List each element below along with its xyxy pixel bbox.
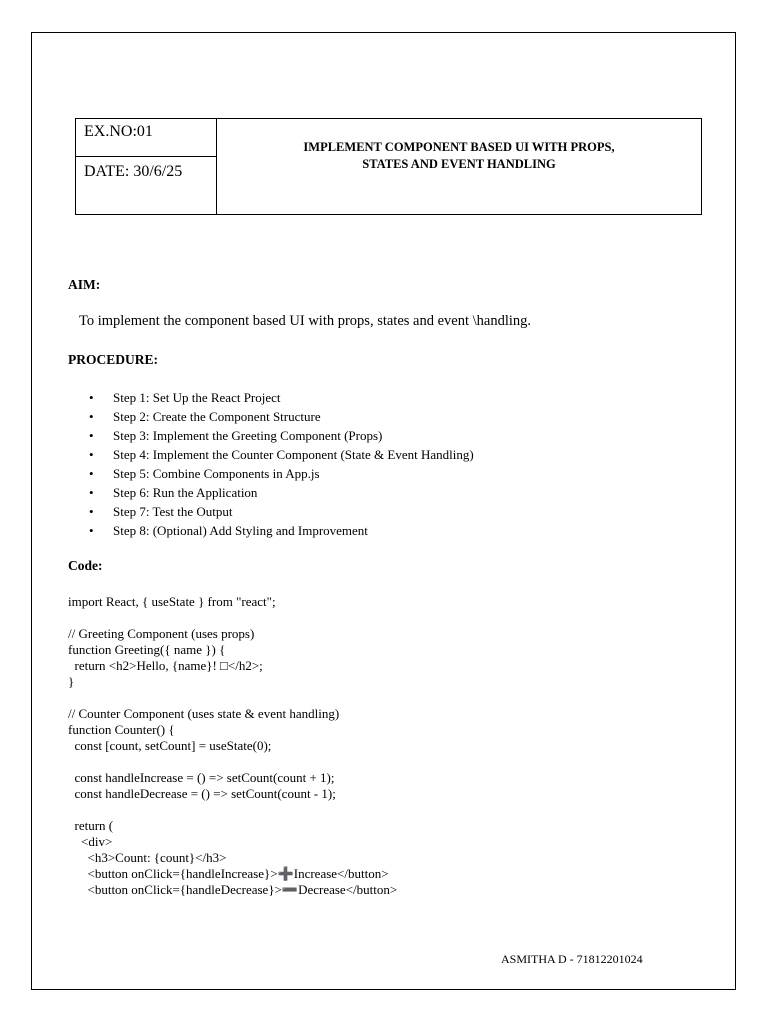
bullet-icon: • <box>89 504 94 519</box>
bullet-icon: • <box>89 466 94 481</box>
step-text: Step 6: Run the Application <box>113 485 258 500</box>
procedure-steps-list <box>68 388 474 540</box>
list-item <box>68 445 474 464</box>
code-line: // Greeting Component (uses props) <box>68 626 255 641</box>
code-line: <h3>Count: {count}</h3> <box>68 850 227 865</box>
aim-heading: AIM: <box>68 277 101 292</box>
list-item <box>68 521 474 540</box>
list-item <box>68 502 474 521</box>
step-text: Step 1: Set Up the React Project <box>113 390 281 405</box>
title-line-2: STATES AND EVENT HANDLING <box>362 157 556 171</box>
step-text: Step 8: (Optional) Add Styling and Improvement <box>113 523 368 538</box>
bullet-icon: • <box>89 428 94 443</box>
exercise-title <box>217 119 701 214</box>
bullet-icon: • <box>89 409 94 424</box>
step-text: Step 2: Create the Component Structure <box>113 409 321 424</box>
code-line: const handleIncrease = () => setCount(count + 1); <box>68 770 335 785</box>
list-item <box>68 407 474 426</box>
code-line: <div> <box>68 834 113 849</box>
code-line: return ( <box>68 818 114 833</box>
list-item <box>68 464 474 483</box>
list-item <box>68 483 474 502</box>
bullet-icon: • <box>89 390 94 405</box>
exercise-number: EX.NO:01 <box>76 119 216 157</box>
bullet-icon: • <box>89 523 94 538</box>
code-line: return <h2>Hello, {name}! □</h2>; <box>68 658 263 673</box>
code-line <box>68 610 397 626</box>
code-line: const [count, setCount] = useState(0); <box>68 738 272 753</box>
code-line <box>68 690 397 706</box>
procedure-heading: PROCEDURE: <box>68 352 158 367</box>
header-left-column <box>76 119 217 214</box>
code-line: import React, { useState } from "react"; <box>68 594 276 609</box>
code-line <box>68 754 397 770</box>
list-item <box>68 388 474 407</box>
code-line: <button onClick={handleDecrease}>➖Decrease</button> <box>68 882 398 897</box>
bullet-icon: • <box>89 447 94 462</box>
exercise-date: DATE: 30/6/25 <box>84 163 183 180</box>
step-text: Step 4: Implement the Counter Component (State & Event Handling) <box>113 447 474 462</box>
code-line: } <box>68 674 75 689</box>
step-text: Step 7: Test the Output <box>113 504 233 519</box>
code-line: function Greeting({ name }) { <box>68 642 226 657</box>
step-text: Step 3: Implement the Greeting Component (Props) <box>113 428 383 443</box>
list-item <box>68 426 474 445</box>
code-line: <button onClick={handleIncrease}>➕Increase</button> <box>68 866 389 881</box>
header-table <box>75 118 702 215</box>
aim-text: To implement the component based UI with props, states and event \handling. <box>79 313 532 329</box>
step-text: Step 5: Combine Components in App.js <box>113 466 320 481</box>
code-line: // Counter Component (uses state & event handling) <box>68 706 340 721</box>
code-line <box>68 802 397 818</box>
code-heading: Code: <box>68 558 103 573</box>
title-line-1: IMPLEMENT COMPONENT BASED UI WITH PROPS, <box>303 140 615 154</box>
bullet-icon: • <box>89 485 94 500</box>
code-line: function Counter() { <box>68 722 175 737</box>
code-block <box>68 594 397 898</box>
student-id-footer: ASMITHA D - 71812201024 <box>501 952 643 966</box>
code-line: const handleDecrease = () => setCount(count - 1); <box>68 786 336 801</box>
